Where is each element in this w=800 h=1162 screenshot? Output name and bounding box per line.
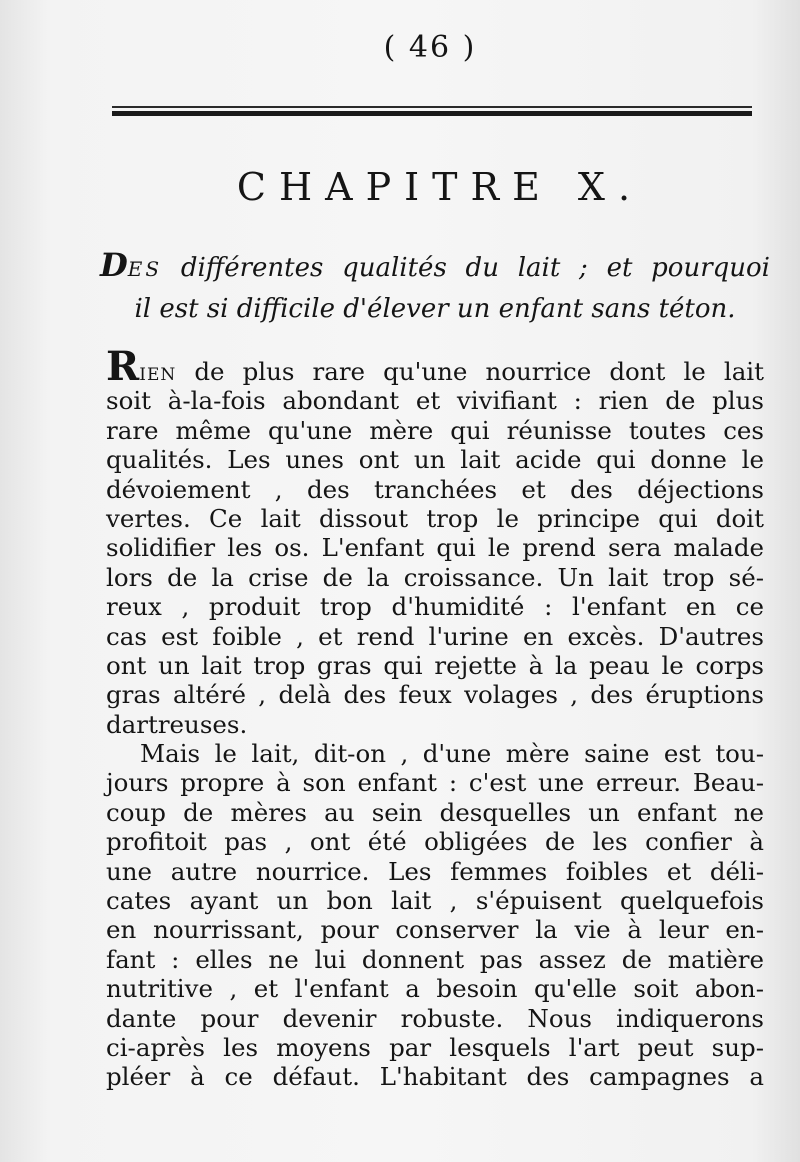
text-line: solidifier les os. L'enfant qui le prend sera malade — [106, 533, 764, 563]
subtitle-line-2: il est si difficile d'élever un enfant sans téton. — [134, 294, 736, 324]
text-line: lors de la crise de la croissance. Un lait trop sé- — [106, 562, 764, 592]
text-line: dévoiement , des tranchées et des déjections — [106, 474, 764, 504]
text-line: qualités. Les unes ont un lait acide qui donne le — [106, 445, 764, 475]
header-rule-thick — [112, 111, 752, 116]
text-line — [106, 343, 764, 390]
subtitle-line-1-text: différentes qualités du lait ; et pourquoi — [162, 253, 770, 283]
body-text — [106, 343, 764, 1092]
text-line: jours propre à son enfant : c'est une erreur. Beau- — [106, 768, 764, 798]
text-line: fant : elles ne lui donnent pas assez de matière — [106, 944, 764, 974]
text-line: ont un lait trop gras qui rejette à la peau le corps — [106, 650, 764, 680]
text-line: vertes. Ce lait dissout trop le principe qui doit — [106, 503, 764, 533]
text-line: cates ayant un bon lait , s'épuisent quelquefois — [106, 886, 764, 916]
text-line: pléer à ce défaut. L'habitant des campagnes a — [106, 1062, 764, 1092]
subtitle-line-1 — [100, 245, 770, 289]
header-rule-thin — [112, 106, 752, 108]
text-line: gras altéré , delà des feux volages , des éruptions — [106, 680, 764, 710]
text-line: dante pour devenir robuste. Nous indiquerons — [106, 1003, 764, 1033]
text-line: profitoit pas , ont été obligées de les confier à — [106, 827, 764, 857]
text-line: rare même qu'une mère qui réunisse toutes ces — [106, 415, 764, 445]
page-number: ( 46 ) — [383, 30, 477, 65]
text-line: nutritive , et l'enfant a besoin qu'elle soit abon- — [106, 974, 764, 1004]
text-line: cas est foible , et rend l'urine en excès. D'autres — [106, 621, 764, 651]
text-line: en nourrissant, pour conserver la vie à leur en- — [106, 915, 764, 945]
text-line-1-rest: de plus rare qu'une nourrice dont le lait — [176, 357, 764, 386]
text-line: coup de mères au sein desquelles un enfant ne — [106, 797, 764, 827]
text-line: soit à-la-fois abondant et vivifiant : rien de plus — [106, 386, 764, 416]
header-rule — [112, 106, 752, 118]
subtitle-initial: D — [100, 246, 128, 284]
text-line: Mais le lait, dit-on , d'une mère saine est tou- — [140, 739, 764, 769]
chapter-subtitle — [100, 245, 770, 329]
drop-cap: R — [106, 343, 140, 390]
text-line: ci-après les moyens par lesquels l'art peut sup- — [106, 1032, 764, 1062]
text-line: une autre nourrice. Les femmes foibles et déli- — [106, 856, 764, 886]
drop-cap-rest: IEN — [139, 365, 177, 385]
text-line: reux , produit trop d'humidité : l'enfant en ce — [106, 592, 764, 622]
chapter-title: CHAPITRE X. — [236, 165, 644, 209]
subtitle-initial-rest: ES — [127, 257, 163, 281]
text-line: dartreuses. — [106, 709, 248, 739]
